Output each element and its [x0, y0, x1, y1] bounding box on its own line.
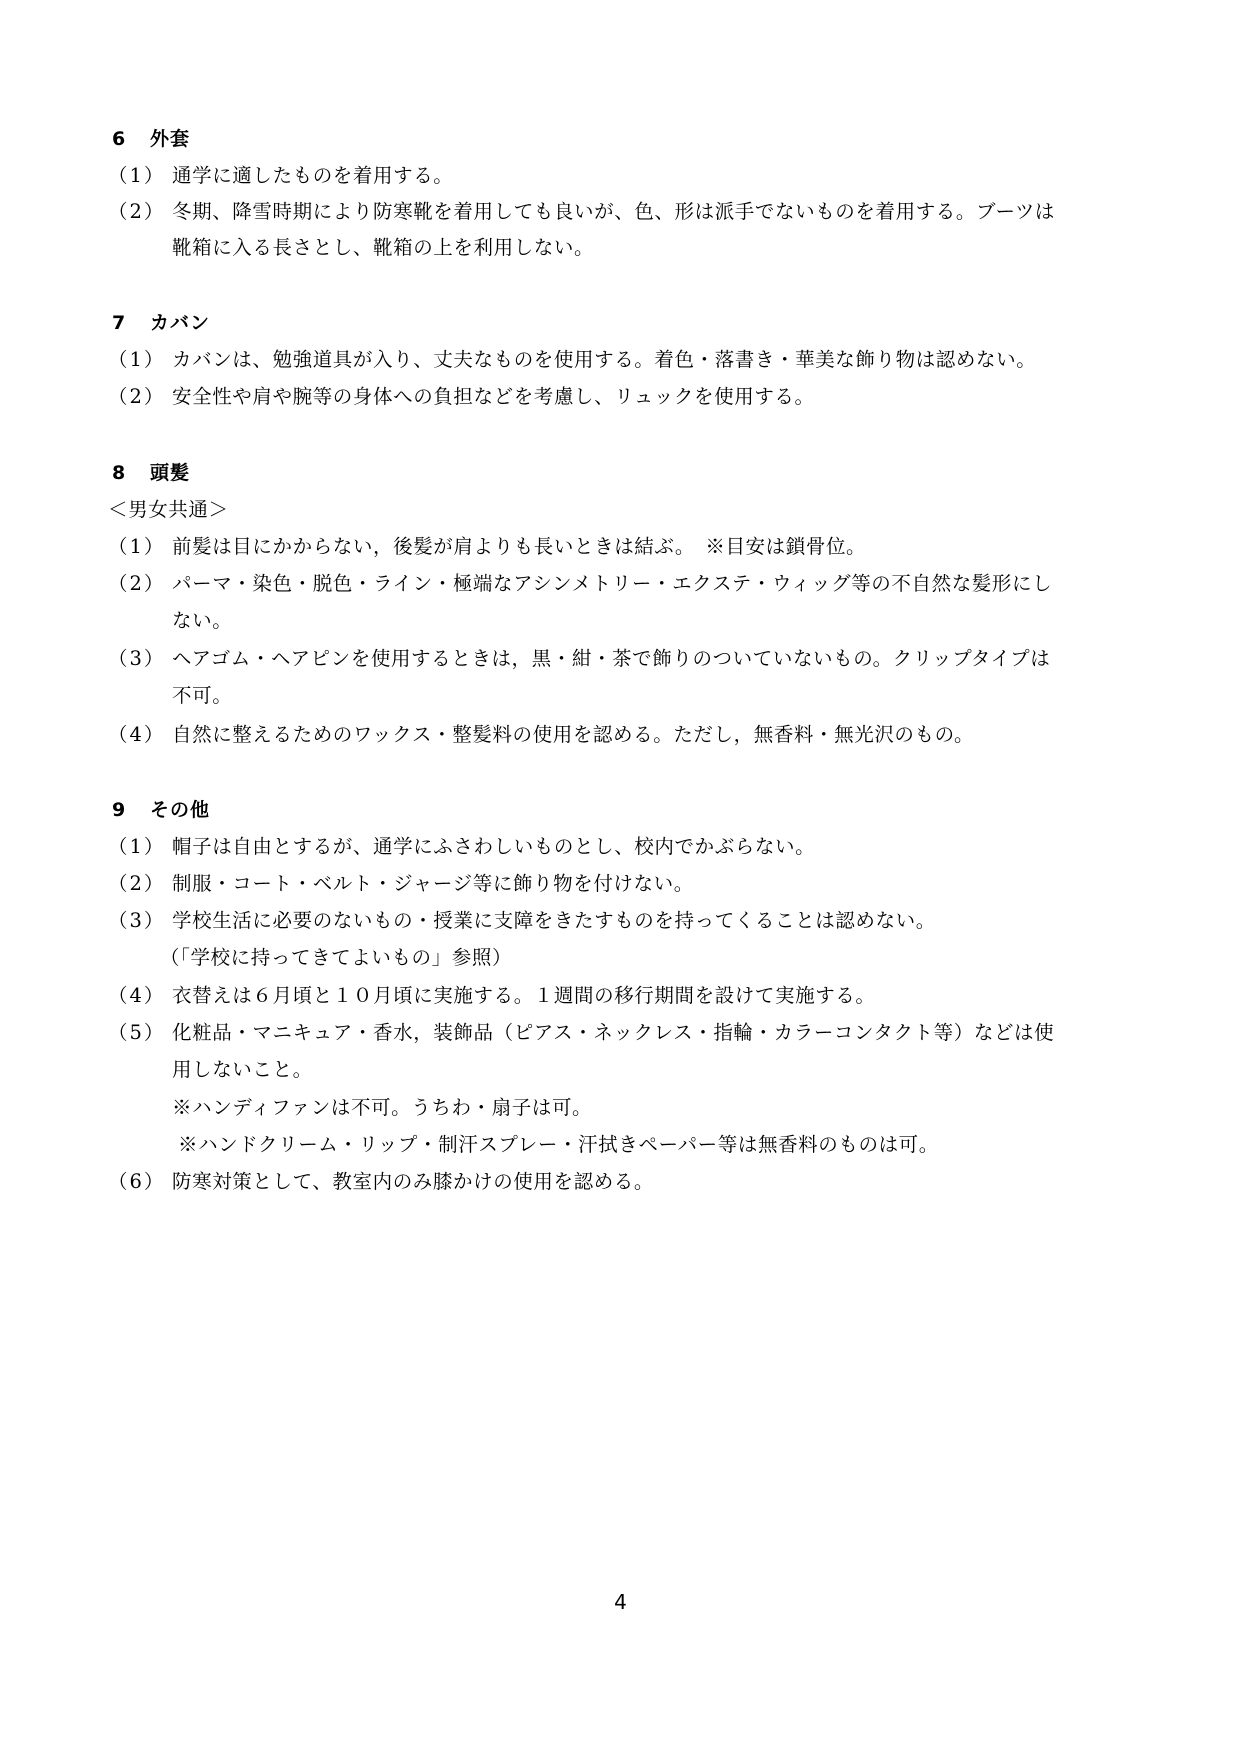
list-item [108, 568, 1052, 596]
item-marker: （3） [108, 909, 166, 932]
item-text: パーマ・染色・脱色・ライン・極端なアシンメトリー・エクステ・ウィッグ等の不自然な髪形にし [172, 572, 1053, 595]
section-number: 7 [112, 312, 127, 334]
item-continuation: 不可。 [172, 684, 233, 707]
item-text: 学校生活に必要のないもの・授業に支障をきたすものを持ってくることは認めない。 [172, 909, 936, 932]
item-continuation: 靴箱に入る長さとし、靴箱の上を利用しない。 [172, 236, 595, 259]
item-text: ヘアゴム・ヘアピンを使用するときは，黒・紺・茶で飾りのついていないもの。クリップタイプは [172, 647, 1051, 670]
item-marker: （3） [108, 647, 166, 670]
item-marker: （5） [108, 1021, 166, 1044]
item-note: ※ハンドクリーム・リップ・制汗スプレー・汗拭きペーパー等は無香料のものは可。 [178, 1133, 939, 1156]
item-marker: （1） [108, 348, 166, 371]
list-item [108, 719, 974, 747]
item-marker: （2） [108, 200, 166, 223]
section-7-heading [112, 308, 210, 335]
list-item [108, 1017, 1054, 1045]
item-marker: （1） [108, 835, 166, 858]
list-item [108, 831, 815, 859]
item-text: 冬期、降雪時期により防寒靴を着用しても良いが、色、形は派手でないものを着用する。ブーツは [172, 200, 1056, 223]
list-item [108, 196, 1055, 224]
list-item [108, 531, 866, 559]
page-number: 4 [614, 1590, 627, 1614]
section-title: 外套 [150, 128, 191, 150]
item-marker: （1） [108, 535, 166, 558]
item-marker: （6） [108, 1170, 166, 1193]
item-text: 自然に整えるためのワックス・整髪料の使用を認める。ただし，無香料・無光沢のもの。 [172, 723, 975, 746]
list-item [108, 643, 1050, 671]
item-text: カバンは、勉強道具が入り、丈夫なものを使用する。着色・落書き・華美な飾り物は認めない。 [172, 348, 1037, 371]
item-marker: （1） [108, 164, 166, 187]
section-6-heading [112, 124, 190, 151]
item-marker: （4） [108, 723, 166, 746]
item-continuation: ない。 [172, 609, 233, 632]
item-text: 前髪は目にかからない，後髪が肩よりも長いときは結ぶ。 ※目安は鎖骨位。 [172, 535, 867, 558]
item-marker: （2） [108, 872, 166, 895]
section-number: 9 [112, 799, 127, 821]
item-text: 安全性や肩や腕等の身体への負担などを考慮し、リュックを使用する。 [172, 385, 815, 408]
item-continuation: 用しないこと。 [172, 1058, 313, 1081]
section-number: 8 [112, 462, 127, 484]
item-continuation: （「学校に持ってきてよいもの」参照） [160, 946, 513, 969]
item-note: ※ハンディファンは不可。うちわ・扇子は可。 [172, 1096, 593, 1119]
section-title: カバン [150, 312, 211, 334]
section-title: その他 [150, 799, 211, 821]
list-item [108, 160, 453, 188]
list-item [108, 344, 1036, 372]
section-9-heading [112, 795, 210, 822]
item-text: 通学に適したものを着用する。 [172, 164, 454, 187]
item-text: 帽子は自由とするが、通学にふさわしいものとし、校内でかぶらない。 [172, 835, 816, 858]
section-8-heading [112, 458, 190, 485]
subheading: ＜男女共通＞ [108, 498, 229, 521]
list-item [108, 381, 815, 409]
item-text: 制服・コート・ベルト・ジャージ等に飾り物を付けない。 [172, 872, 694, 895]
item-text: 化粧品・マニキュア・香水，装飾品（ピアス・ネックレス・指輪・カラーコンタクト等）などは使 [172, 1021, 1055, 1044]
list-item [108, 980, 876, 1008]
item-marker: （2） [108, 572, 166, 595]
item-marker: （2） [108, 385, 166, 408]
section-title: 頭髪 [150, 462, 191, 484]
item-text: 防寒対策として、教室内のみ膝かけの使用を認める。 [172, 1170, 655, 1193]
item-text: 衣替えは６月頃と１０月頃に実施する。１週間の移行期間を設けて実施する。 [172, 984, 876, 1007]
list-item [108, 868, 694, 896]
section-number: 6 [112, 128, 127, 150]
list-item [108, 905, 936, 933]
list-item [108, 1166, 654, 1194]
item-marker: （4） [108, 984, 166, 1007]
